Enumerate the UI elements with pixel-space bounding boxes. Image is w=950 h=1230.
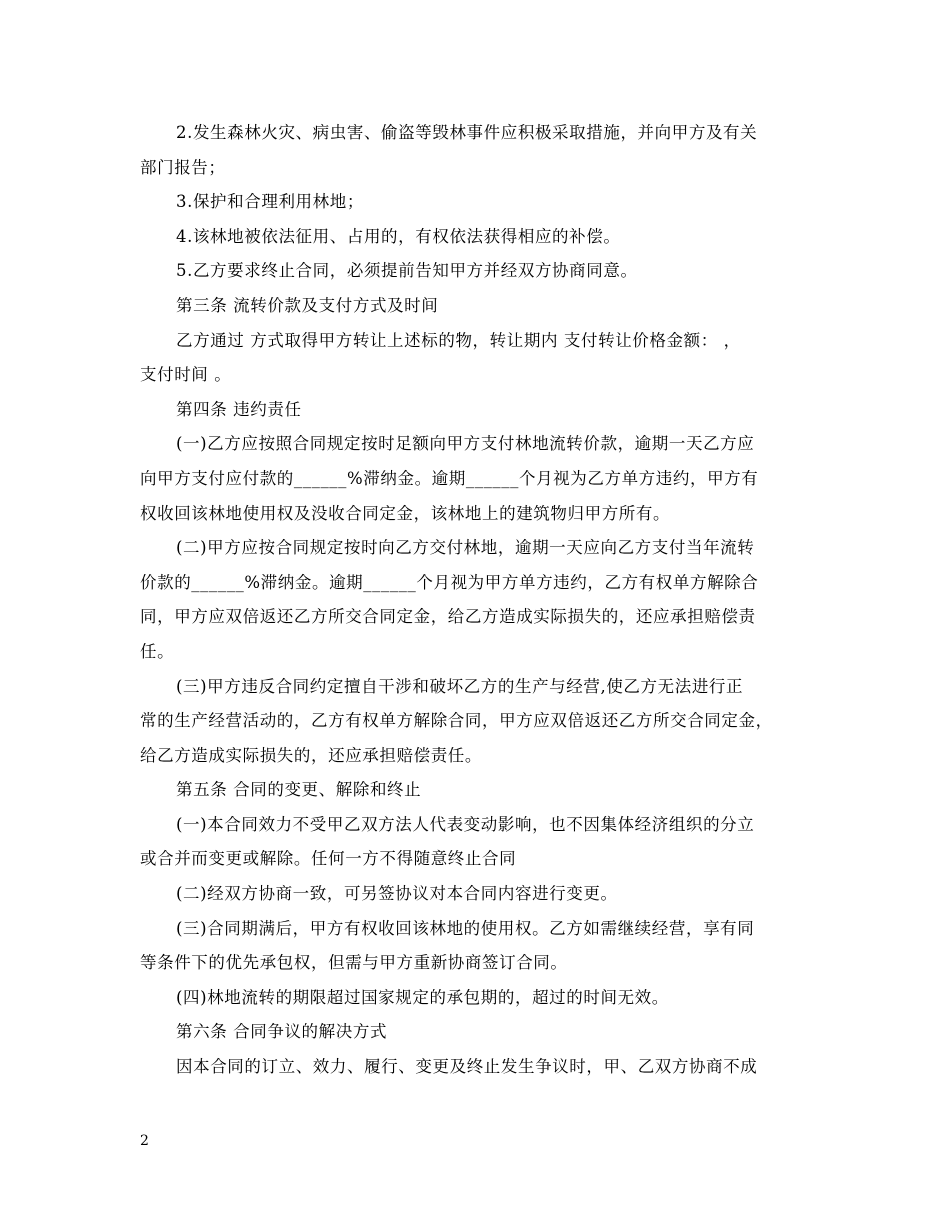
- page-number: 2: [140, 1133, 149, 1149]
- body-line: 部门报告；: [140, 157, 226, 177]
- article-heading: 第五条 合同的变更、解除和终止: [176, 780, 422, 800]
- article-heading: 第三条 流转价款及支付方式及时间: [176, 295, 439, 315]
- body-line: 等条件下的优先承包权，但需与甲方重新协商签订合同。: [140, 953, 568, 973]
- body-line: (一)乙方应按照合同规定按时足额向甲方支付林地流转价款，逾期一天乙方应: [176, 434, 755, 454]
- body-line: (二)经双方协商一致，可另签协议对本合同内容进行变更。: [176, 884, 618, 904]
- body-line: 权收回该林地使用权及没收合同定金，该林地上的建筑物归甲方所有。: [140, 503, 671, 523]
- body-line: (一)本合同效力不受甲乙双方法人代表变动影响，也不因集体经济组织的分立: [176, 814, 755, 834]
- body-line: 给乙方造成实际损失的，还应承担赔偿责任。: [140, 745, 482, 765]
- body-line: 价款的______%滞纳金。逾期______个月视为甲方单方违约，乙方有权单方解除合: [140, 572, 759, 592]
- body-line: (四)林地流转的期限超过国家规定的承包期的，超过的时间无效。: [176, 987, 669, 1007]
- body-line: (三)合同期满后，甲方有权收回该林地的使用权。乙方如需继续经营，享有同: [176, 918, 755, 938]
- body-line: 常的生产经营活动的，乙方有权单方解除合同，甲方应双倍返还乙方所交合同定金，: [140, 711, 773, 731]
- body-line: 3.保护和合理利用林地；: [176, 192, 364, 212]
- body-line: 乙方通过 方式取得甲方转让上述标的物，转让期内 支付转让价格金额： ，: [176, 330, 741, 350]
- body-line: (三)甲方违反合同约定擅自干涉和破坏乙方的生产与经营,使乙方无法进行正: [176, 676, 744, 696]
- body-line: 或合并而变更或解除。任何一方不得随意终止合同: [140, 849, 517, 869]
- body-line: 同，甲方应双倍返还乙方所交合同定金，给乙方造成实际损失的，还应承担赔偿责: [140, 607, 756, 627]
- body-line: 4.该林地被依法征用、占用的，有权依法获得相应的补偿。: [176, 226, 621, 246]
- body-line: 5.乙方要求终止合同，必须提前告知甲方并经双方协商同意。: [176, 261, 638, 281]
- document-body: [140, 116, 830, 1085]
- body-line: 因本合同的订立、效力、履行、变更及终止发生争议时，甲、乙双方协商不成: [176, 1057, 758, 1077]
- body-line: 任。: [140, 641, 175, 661]
- article-heading: 第四条 违约责任: [176, 399, 302, 419]
- article-heading: 第六条 合同争议的解决方式: [176, 1022, 388, 1042]
- body-line: 2.发生森林火灾、病虫害、偷盗等毁林事件应积极采取措施，并向甲方及有关: [176, 123, 758, 142]
- body-line: 支付时间 。: [140, 365, 232, 385]
- body-line: 向甲方支付应付款的______%滞纳金。逾期______个月视为乙方单方违约，甲方有: [140, 468, 759, 488]
- body-line: (二)甲方应按合同规定按时向乙方交付林地，逾期一天应向乙方支付当年流转: [176, 538, 755, 558]
